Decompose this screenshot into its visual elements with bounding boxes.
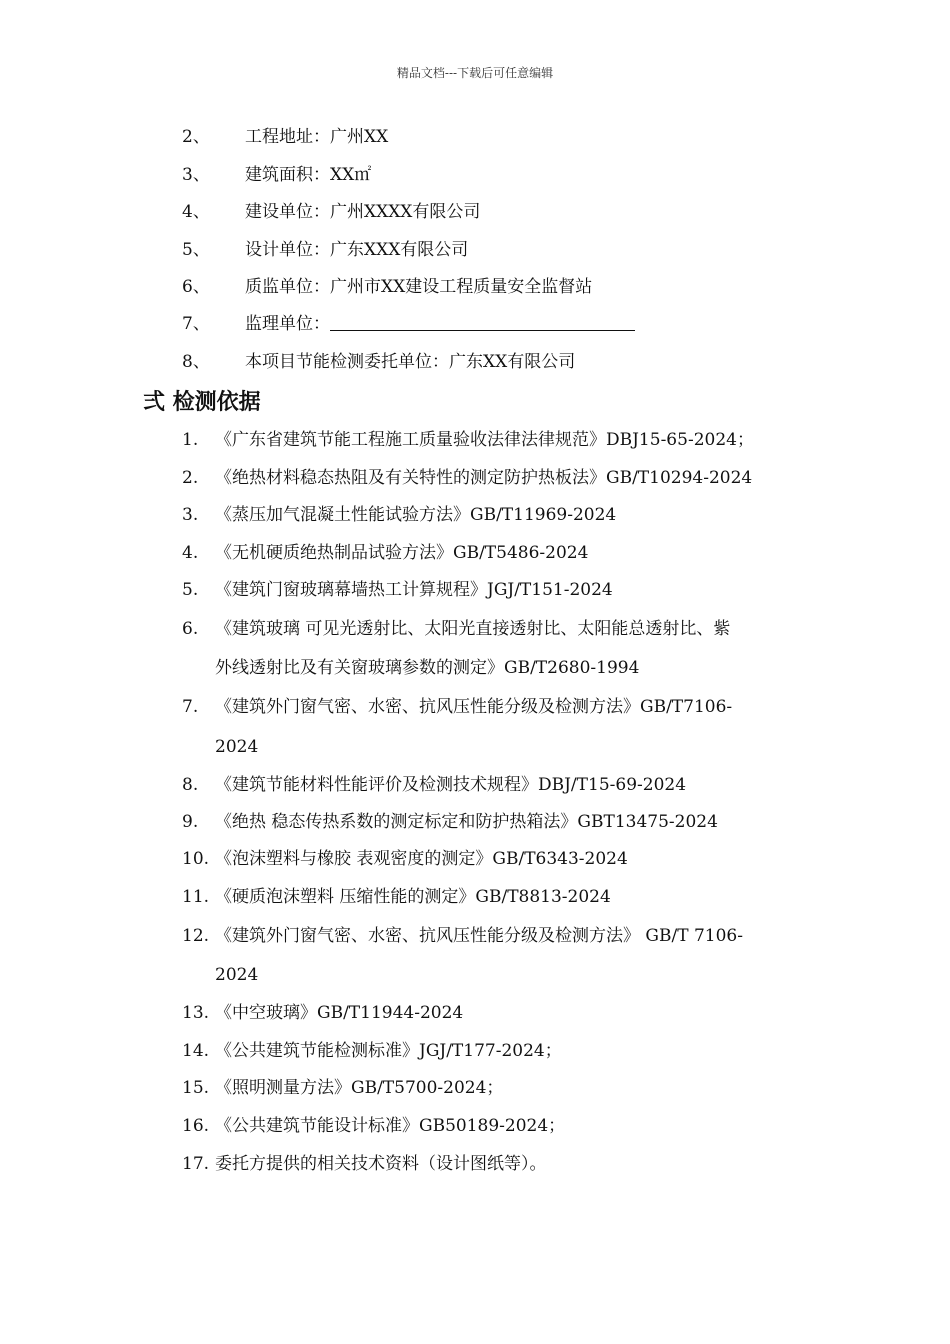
info-item-text: 工程地址：广州XX [245, 127, 389, 147]
info-item [182, 275, 592, 299]
reference-item [182, 1152, 547, 1176]
info-item-text: 监理单位： [245, 314, 330, 334]
reference-item [182, 1114, 565, 1138]
reference-item [182, 617, 730, 641]
reference-text: 《广东省建筑节能工程施工质量验收法律法律规范》DBJ15-65-2024； [215, 430, 754, 450]
reference-text: 《建筑玻璃 可见光透射比、太阳光直接透射比、太阳能总透射比、紫 [215, 619, 731, 639]
reference-text: 《公共建筑节能设计标准》GB50189-2024； [215, 1116, 566, 1136]
info-item-number: 7、 [182, 314, 210, 334]
reference-text: 《硬质泡沫塑料 压缩性能的测定》GB/T8813-2024 [215, 887, 611, 907]
info-item [182, 125, 388, 149]
reference-number: 9. [182, 812, 199, 832]
info-item-number: 6、 [182, 277, 210, 297]
reference-text: 委托方提供的相关技术资料（设计图纸等）。 [215, 1154, 547, 1174]
info-item-text: 设计单位：广东XXX有限公司 [245, 240, 469, 260]
reference-text: 《中空玻璃》GB/T11944-2024 [215, 1003, 464, 1023]
reference-number: 12. [182, 926, 210, 946]
reference-text: 《照明测量方法》GB/T5700-2024； [215, 1078, 504, 1098]
reference-number: 13. [182, 1003, 210, 1023]
info-item-text: 建筑面积：XX㎡ [245, 165, 372, 185]
info-item-number: 5、 [182, 240, 210, 260]
reference-number: 3. [182, 505, 199, 525]
reference-number: 4. [182, 543, 199, 563]
reference-item [182, 578, 613, 602]
reference-text: 《泡沫塑料与橡胶 表观密度的测定》GB/T6343-2024 [215, 849, 628, 869]
reference-number: 6. [182, 619, 199, 639]
reference-item [182, 466, 752, 490]
reference-number: 7. [182, 697, 199, 717]
reference-text: 《无机硬质绝热制品试验方法》GB/T5486-2024 [215, 543, 589, 563]
info-item-text: 本项目节能检测委托单位：广东XX有限公司 [245, 352, 576, 372]
reference-continuation: 2024 [215, 965, 259, 985]
reference-text: 《绝热材料稳态热阻及有关特性的测定防护热板法》GB/T10294-2024 [215, 468, 753, 488]
reference-number: 8. [182, 775, 199, 795]
reference-text: 《建筑节能材料性能评价及检测技术规程》DBJ/T15-69-2024 [215, 775, 687, 795]
reference-item [182, 503, 616, 527]
reference-text: 《公共建筑节能检测标准》JGJ/T177-2024； [215, 1041, 562, 1061]
reference-item [182, 810, 718, 834]
reference-text: 《绝热 稳态传热系数的测定标定和防护热箱法》GBT13475-2024 [215, 812, 718, 832]
info-item [182, 163, 371, 187]
reference-number: 14. [182, 1041, 210, 1061]
reference-number: 5. [182, 580, 199, 600]
reference-item [182, 773, 686, 797]
reference-text: 《建筑外门窗气密、水密、抗风压性能分级及检测方法》GB/T7106- [215, 697, 733, 717]
reference-item [182, 885, 611, 909]
info-item [182, 238, 468, 262]
reference-number: 15. [182, 1078, 210, 1098]
reference-item [182, 428, 754, 452]
info-item-number: 2、 [182, 127, 210, 147]
info-item [182, 350, 575, 374]
reference-item [182, 1039, 562, 1063]
reference-number: 2. [182, 468, 199, 488]
info-item-text: 质监单位：广州市XX建设工程质量安全监督站 [245, 277, 593, 297]
reference-continuation: 2024 [215, 737, 259, 757]
reference-item [182, 1001, 463, 1025]
supervision-unit-blank-line [330, 312, 635, 331]
reference-text: 《建筑外门窗气密、水密、抗风压性能分级及检测方法》 GB/T 7106- [215, 926, 743, 946]
reference-continuation: 外线透射比及有关窗玻璃参数的测定》GB/T2680-1994 [215, 658, 640, 678]
reference-item [182, 695, 732, 719]
info-item-number: 4、 [182, 202, 210, 222]
info-item [182, 312, 635, 336]
page-header: 精品文档---下载后可任意编辑 [396, 66, 554, 80]
reference-item [182, 924, 743, 948]
reference-text: 《建筑门窗玻璃幕墙热工计算规程》JGJ/T151-2024 [215, 580, 613, 600]
reference-number: 1. [182, 430, 199, 450]
info-item-text: 建设单位：广州XXXX有限公司 [245, 202, 481, 222]
reference-number: 16. [182, 1116, 210, 1136]
reference-number: 11. [182, 887, 210, 907]
reference-item [182, 541, 588, 565]
info-item-number: 8、 [182, 352, 210, 372]
info-item [182, 200, 480, 224]
reference-text: 《蒸压加气混凝土性能试验方法》GB/T11969-2024 [215, 505, 617, 525]
reference-item [182, 847, 628, 871]
info-item-number: 3、 [182, 165, 210, 185]
section-title: 弍 检测依据 [143, 390, 261, 415]
reference-number: 17. [182, 1154, 210, 1174]
reference-number: 10. [182, 849, 210, 869]
reference-item [182, 1076, 503, 1100]
